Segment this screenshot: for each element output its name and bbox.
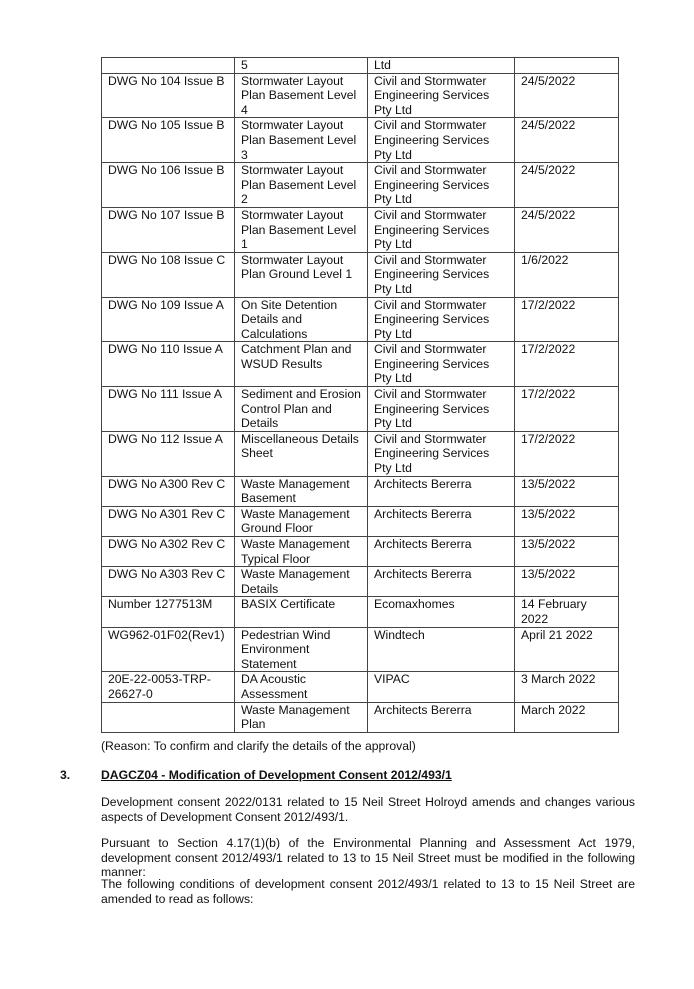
doc-date-cell: 24/5/2022 <box>515 163 619 208</box>
doc-number-cell: DWG No A301 Rev C <box>102 506 235 536</box>
doc-number-cell: DWG No A303 Rev C <box>102 567 235 597</box>
doc-author-cell: Civil and Stormwater Engineering Services Pty Ltd <box>368 73 515 118</box>
doc-title-cell: BASIX Certificate <box>235 597 368 627</box>
doc-author-cell: Civil and Stormwater Engineering Services Pty Ltd <box>368 297 515 342</box>
doc-number-cell: DWG No A302 Rev C <box>102 537 235 567</box>
doc-title-cell: DA Acoustic Assessment <box>235 672 368 702</box>
doc-date-cell: 13/5/2022 <box>515 506 619 536</box>
doc-number-cell: DWG No 106 Issue B <box>102 163 235 208</box>
doc-author-cell: Ltd <box>368 58 515 74</box>
doc-date-cell: 14 February 2022 <box>515 597 619 627</box>
table-row <box>102 431 619 476</box>
body-paragraph: The following conditions of development consent 2012/493/1 related to 13 to 15 Neil Street are amended to read as follows: <box>101 877 635 906</box>
doc-author-cell: Civil and Stormwater Engineering Services Pty Ltd <box>368 252 515 297</box>
doc-title-cell: Sediment and Erosion Control Plan and Details <box>235 387 368 432</box>
doc-author-cell: Ecomaxhomes <box>368 597 515 627</box>
table-row <box>102 207 619 252</box>
doc-date-cell: 24/5/2022 <box>515 118 619 163</box>
doc-date-cell: 13/5/2022 <box>515 537 619 567</box>
doc-title-cell: Waste Management Details <box>235 567 368 597</box>
body-paragraph: Pursuant to Section 4.17(1)(b) of the Environmental Planning and Assessment Act 1979, development consent 2012/493/1 related to 13 to 15 Neil Street must be modified in the following manner: <box>101 836 635 880</box>
doc-title-cell: Waste Management Typical Floor <box>235 537 368 567</box>
body-paragraph: Development consent 2022/0131 related to 15 Neil Street Holroyd amends and changes various aspects of Development Consent 2012/493/1. <box>101 795 635 824</box>
doc-date-cell: April 21 2022 <box>515 627 619 672</box>
doc-date-cell: 17/2/2022 <box>515 431 619 476</box>
table-row <box>102 58 619 74</box>
doc-title-cell: Catchment Plan and WSUD Results <box>235 342 368 387</box>
doc-number-cell <box>102 58 235 74</box>
doc-number-cell: DWG No 112 Issue A <box>102 431 235 476</box>
doc-title-cell: Stormwater Layout Plan Basement Level 4 <box>235 73 368 118</box>
doc-date-cell: 1/6/2022 <box>515 252 619 297</box>
doc-number-cell <box>102 702 235 732</box>
table-row <box>102 73 619 118</box>
doc-author-cell: Architects Bererra <box>368 476 515 506</box>
doc-author-cell: Architects Bererra <box>368 506 515 536</box>
doc-title-cell: Waste Management Ground Floor <box>235 506 368 536</box>
doc-author-cell: Civil and Stormwater Engineering Services Pty Ltd <box>368 431 515 476</box>
table-row <box>102 506 619 536</box>
table-row <box>102 297 619 342</box>
doc-title-cell: Waste Management Basement <box>235 476 368 506</box>
doc-title-cell: Pedestrian Wind Environment Statement <box>235 627 368 672</box>
table-row <box>102 387 619 432</box>
reason-text: (Reason: To confirm and clarify the details of the approval) <box>101 739 416 753</box>
doc-title-cell: Stormwater Layout Plan Basement Level 1 <box>235 207 368 252</box>
doc-number-cell: DWG No A300 Rev C <box>102 476 235 506</box>
table-row <box>102 672 619 702</box>
doc-title-cell: Waste Management Plan <box>235 702 368 732</box>
doc-number-cell: 20E-22-0053-TRP-26627-0 <box>102 672 235 702</box>
doc-author-cell: Architects Bererra <box>368 537 515 567</box>
doc-date-cell: March 2022 <box>515 702 619 732</box>
doc-number-cell: DWG No 109 Issue A <box>102 297 235 342</box>
table-row <box>102 567 619 597</box>
doc-date-cell: 24/5/2022 <box>515 73 619 118</box>
doc-date-cell: 17/2/2022 <box>515 387 619 432</box>
doc-title-cell: 5 <box>235 58 368 74</box>
table-row <box>102 476 619 506</box>
doc-title-cell: Stormwater Layout Plan Basement Level 3 <box>235 118 368 163</box>
table-row <box>102 627 619 672</box>
doc-author-cell: VIPAC <box>368 672 515 702</box>
doc-number-cell: DWG No 108 Issue C <box>102 252 235 297</box>
doc-title-cell: Stormwater Layout Plan Basement Level 2 <box>235 163 368 208</box>
doc-author-cell: Civil and Stormwater Engineering Services Pty Ltd <box>368 163 515 208</box>
doc-author-cell: Civil and Stormwater Engineering Services Pty Ltd <box>368 342 515 387</box>
doc-date-cell <box>515 58 619 74</box>
table-row <box>102 342 619 387</box>
doc-date-cell: 13/5/2022 <box>515 567 619 597</box>
doc-author-cell: Windtech <box>368 627 515 672</box>
doc-author-cell: Civil and Stormwater Engineering Services Pty Ltd <box>368 387 515 432</box>
section-number: 3. <box>60 768 71 782</box>
table-row <box>102 163 619 208</box>
section-title: DAGCZ04 - Modification of Development Consent 2012/493/1 <box>101 768 452 782</box>
table-row <box>102 118 619 163</box>
doc-author-cell: Architects Bererra <box>368 567 515 597</box>
doc-date-cell: 3 March 2022 <box>515 672 619 702</box>
doc-number-cell: DWG No 104 Issue B <box>102 73 235 118</box>
table-row <box>102 252 619 297</box>
doc-title-cell: Miscellaneous Details Sheet <box>235 431 368 476</box>
doc-number-cell: DWG No 110 Issue A <box>102 342 235 387</box>
doc-date-cell: 13/5/2022 <box>515 476 619 506</box>
doc-number-cell: DWG No 105 Issue B <box>102 118 235 163</box>
table-row <box>102 597 619 627</box>
table-row <box>102 537 619 567</box>
plans-table <box>101 57 619 733</box>
doc-author-cell: Civil and Stormwater Engineering Services Pty Ltd <box>368 207 515 252</box>
table-row <box>102 702 619 732</box>
doc-number-cell: DWG No 107 Issue B <box>102 207 235 252</box>
doc-date-cell: 24/5/2022 <box>515 207 619 252</box>
doc-author-cell: Architects Bererra <box>368 702 515 732</box>
doc-number-cell: DWG No 111 Issue A <box>102 387 235 432</box>
doc-number-cell: WG962-01F02(Rev1) <box>102 627 235 672</box>
doc-date-cell: 17/2/2022 <box>515 297 619 342</box>
doc-title-cell: On Site Detention Details and Calculations <box>235 297 368 342</box>
doc-date-cell: 17/2/2022 <box>515 342 619 387</box>
doc-title-cell: Stormwater Layout Plan Ground Level 1 <box>235 252 368 297</box>
doc-number-cell: Number 1277513M <box>102 597 235 627</box>
doc-author-cell: Civil and Stormwater Engineering Services Pty Ltd <box>368 118 515 163</box>
